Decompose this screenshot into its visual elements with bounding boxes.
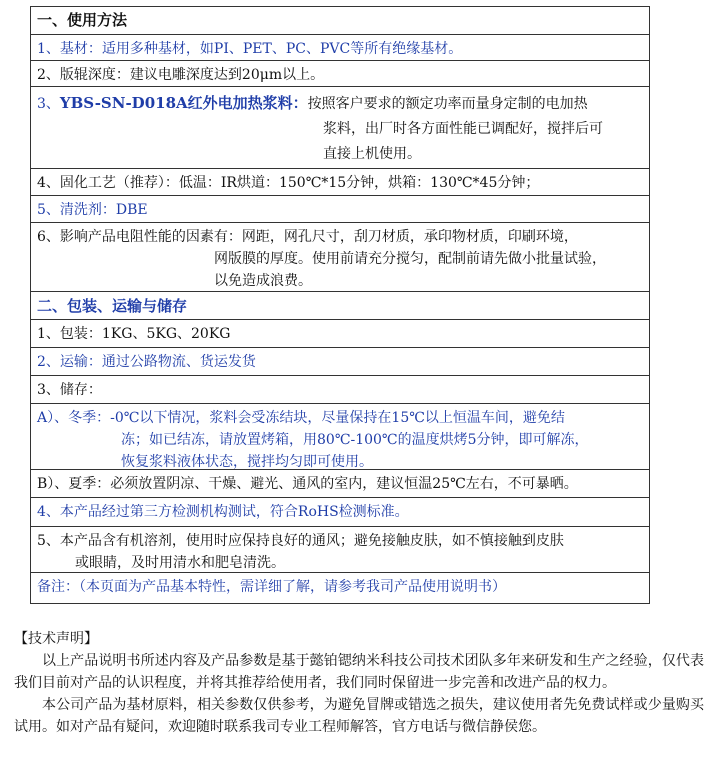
note-text: 备注：（本页面为产品基本特性，需详细了解，请参考我司产品使用说明书） — [37, 579, 506, 595]
section2-heading — [31, 292, 649, 320]
row-curing — [31, 169, 649, 196]
row-depth — [31, 61, 649, 87]
row-solvent — [31, 527, 649, 573]
row-note — [31, 573, 649, 603]
paste-desc-line3: 直接上机使用。 — [323, 146, 421, 162]
factors-line3: 以免造成浪费。 — [214, 273, 312, 289]
winter-line1: A）、冬季：-0℃以下情况，浆料会受冻结块，尽量保持在15℃以上恒温车间，避免结 — [37, 410, 565, 426]
winter-line2: 冻；如已结冻，请放置烤箱，用80℃-100℃的温度烘烤5分钟，即可解冻， — [121, 432, 589, 448]
rohs-text: 4、本产品经过第三方检测机构测试，符合RoHS检测标准。 — [37, 504, 409, 520]
cleaner-text: 5、清洗剂：DBE — [37, 202, 148, 218]
row-cleaner — [31, 196, 649, 223]
product-spec-table — [30, 6, 650, 604]
factors-line2: 网版膜的厚度。使用前请充分搅匀，配制前请先做小批量试验， — [214, 251, 606, 267]
row-summer — [31, 470, 649, 498]
paste-desc-line1: 按照客户要求的额定功率而量身定制的电加热 — [307, 96, 588, 112]
statement-heading: 【技术声明】 — [14, 631, 98, 647]
paste-desc-line2: 浆料，出厂时各方面性能已调配好，搅拌后可 — [323, 121, 603, 137]
solvent-line2: 或眼睛，及时用清水和肥皂清洗。 — [75, 555, 285, 571]
paste-name: YBS-SN-D018A红外电加热浆料： — [59, 94, 308, 112]
row-paste — [31, 87, 649, 169]
substrate-text: 1、基材：适用多种基材，如PI、PET、PC、PVC等所有绝缘基材。 — [37, 41, 463, 57]
row-winter — [31, 404, 649, 470]
section1-heading — [31, 7, 649, 35]
section1-title: 一、使用方法 — [37, 11, 128, 29]
paste-prefix: 3、 — [37, 96, 60, 112]
statement-para2: 本公司产品为基材原料，相关参数仅供参考，为避免冒牌或错选之损失，建议使用者先免费试样或少量购买试用。如对产品有疑问，欢迎随时联系我司专业工程师解答，官方电话与微信静侯您。 — [14, 697, 704, 735]
row-substrate — [31, 35, 649, 61]
winter-line3: 恢复浆料液体状态，搅拌均匀即可使用。 — [121, 454, 373, 470]
row-storage — [31, 376, 649, 404]
factors-line1: 6、影响产品电阻性能的因素有：网距，网孔尺寸，刮刀材质，承印物材质，印刷环境， — [37, 229, 578, 245]
depth-text: 2、版辊深度：建议电雕深度达到20μm以上。 — [37, 67, 325, 83]
summer-text: B）、夏季：必须放置阴凉、干燥、避光、通风的室内，建议恒温25℃左右，不可暴晒。 — [37, 476, 578, 492]
section2-title: 二、包装、运输与储存 — [37, 297, 188, 315]
curing-text: 4、固化工艺（推荐）：低温：IR烘道：150℃*15分钟，烘箱：130℃*45分钟； — [37, 175, 540, 191]
transport-text: 2、运输：通过公路物流、货运发货 — [37, 354, 256, 370]
statement-para1: 以上产品说明书所述内容及产品参数是基于懿铂锶纳米科技公司技术团队多年来研发和生产之经验，仅代表我们目前对产品的认识程度，并将其推荐给使用者，我们同时保留进一步完善和改进产品的权力。 — [14, 653, 704, 691]
storage-text: 3、储存： — [37, 382, 102, 398]
row-transport — [31, 348, 649, 376]
row-packaging — [31, 320, 649, 348]
packaging-text: 1、包装：1KG、5KG、20KG — [37, 326, 231, 342]
solvent-line1: 5、本产品含有机溶剂，使用时应保持良好的通风；避免接触皮肤，如不慎接触到皮肤 — [37, 533, 564, 549]
row-factors — [31, 223, 649, 292]
technical-statement — [14, 628, 704, 738]
row-rohs — [31, 498, 649, 527]
